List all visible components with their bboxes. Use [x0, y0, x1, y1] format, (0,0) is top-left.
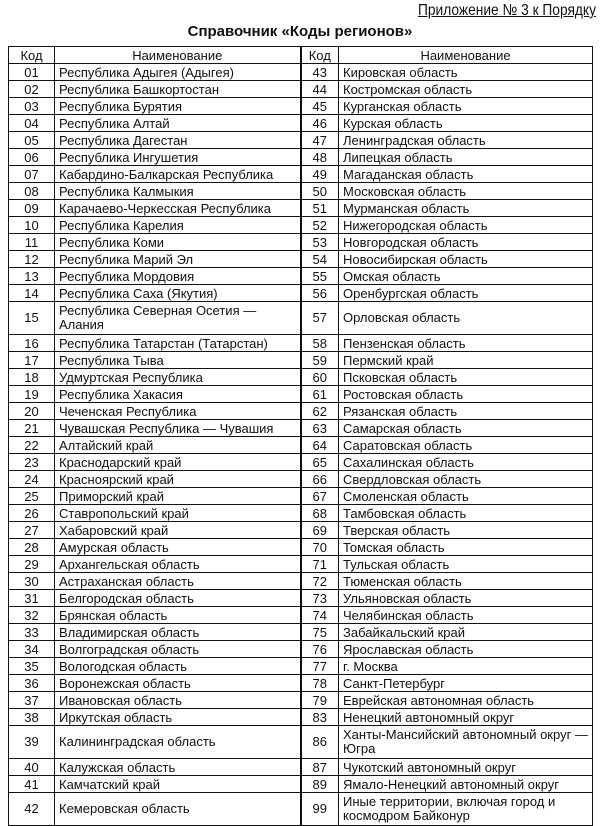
region-code-cell: 12: [9, 251, 55, 268]
region-code-cell: 33: [9, 624, 55, 641]
region-code-cell: 73: [301, 590, 339, 607]
table-row: [9, 692, 593, 709]
region-code-cell: 54: [301, 251, 339, 268]
region-code-cell: 77: [301, 658, 339, 675]
table-row: [9, 539, 593, 556]
region-code-cell: 70: [301, 539, 339, 556]
region-name-cell: Республика Татарстан (Татарстан): [55, 335, 301, 352]
region-code-cell: 76: [301, 641, 339, 658]
region-name-cell: Костромская область: [339, 81, 593, 98]
region-code-cell: 47: [301, 132, 339, 149]
region-name-cell: Калужская область: [55, 759, 301, 776]
table-row: [9, 149, 593, 166]
region-code-cell: 49: [301, 166, 339, 183]
region-name-cell: Белгородская область: [55, 590, 301, 607]
region-name-cell: Амурская область: [55, 539, 301, 556]
region-name-cell: Республика Тыва: [55, 352, 301, 369]
region-code-cell: 41: [9, 776, 55, 793]
region-name-cell: Приморский край: [55, 488, 301, 505]
region-code-cell: 83: [301, 709, 339, 726]
region-name-cell: Омская область: [339, 268, 593, 285]
region-name-cell: Ленинградская область: [339, 132, 593, 149]
table-row: [9, 251, 593, 268]
table-row: [9, 573, 593, 590]
table-row: [9, 352, 593, 369]
region-name-cell: Астраханская область: [55, 573, 301, 590]
region-name-cell: Ямало-Ненецкий автономный округ: [339, 776, 593, 793]
table-row: [9, 590, 593, 607]
table-body: [9, 64, 593, 826]
region-code-cell: 19: [9, 386, 55, 403]
region-code-cell: 78: [301, 675, 339, 692]
table-row: [9, 556, 593, 573]
region-code-cell: 64: [301, 437, 339, 454]
region-name-cell: Республика Мордовия: [55, 268, 301, 285]
region-code-cell: 01: [9, 64, 55, 81]
region-name-cell: Тамбовская область: [339, 505, 593, 522]
region-name-cell: Липецкая область: [339, 149, 593, 166]
table-row: [9, 709, 593, 726]
table-row: [9, 64, 593, 81]
region-name-cell: Томская область: [339, 539, 593, 556]
region-name-cell: Кабардино-Балкарская Республика: [55, 166, 301, 183]
region-code-cell: 58: [301, 335, 339, 352]
region-code-cell: 63: [301, 420, 339, 437]
region-name-cell: Республика Саха (Якутия): [55, 285, 301, 302]
column-header-code-right: Код: [301, 47, 339, 64]
region-name-cell: Ростовская область: [339, 386, 593, 403]
region-code-cell: 14: [9, 285, 55, 302]
region-name-cell: Еврейская автономная область: [339, 692, 593, 709]
region-name-cell: Ульяновская область: [339, 590, 593, 607]
region-code-cell: 68: [301, 505, 339, 522]
region-name-cell: Оренбургская область: [339, 285, 593, 302]
region-name-cell: Тюменская область: [339, 573, 593, 590]
region-name-cell: Самарская область: [339, 420, 593, 437]
region-code-cell: 16: [9, 335, 55, 352]
region-name-cell: Сахалинская область: [339, 454, 593, 471]
region-name-cell: Краснодарский край: [55, 454, 301, 471]
region-name-cell: Кемеровская область: [55, 793, 301, 826]
region-codes-table: [8, 46, 593, 826]
region-code-cell: 59: [301, 352, 339, 369]
region-name-cell: Саратовская область: [339, 437, 593, 454]
region-name-cell: Челябинская область: [339, 607, 593, 624]
region-code-cell: 46: [301, 115, 339, 132]
table-row: [9, 505, 593, 522]
region-name-cell: Республика Калмыкия: [55, 183, 301, 200]
region-name-cell: Свердловская область: [339, 471, 593, 488]
table-row: [9, 726, 593, 759]
region-code-cell: 69: [301, 522, 339, 539]
region-code-cell: 13: [9, 268, 55, 285]
table-row: [9, 522, 593, 539]
region-code-cell: 56: [301, 285, 339, 302]
column-header-name-right: Наименование: [339, 47, 593, 64]
table-row: [9, 675, 593, 692]
table-row: [9, 115, 593, 132]
region-name-cell: Псковская область: [339, 369, 593, 386]
region-code-cell: 39: [9, 726, 55, 759]
region-code-cell: 25: [9, 488, 55, 505]
region-name-cell: Мурманская область: [339, 200, 593, 217]
region-name-cell: Ивановская область: [55, 692, 301, 709]
region-code-cell: 61: [301, 386, 339, 403]
region-code-cell: 22: [9, 437, 55, 454]
table-row: [9, 471, 593, 488]
table-row: [9, 369, 593, 386]
table-row: [9, 166, 593, 183]
region-code-cell: 86: [301, 726, 339, 759]
region-name-cell: Забайкальский край: [339, 624, 593, 641]
region-name-cell: Чеченская Республика: [55, 403, 301, 420]
region-code-cell: 44: [301, 81, 339, 98]
region-name-cell: Республика Алтай: [55, 115, 301, 132]
region-code-cell: 99: [301, 793, 339, 826]
table-header-row: [9, 47, 593, 64]
region-name-cell: Камчатский край: [55, 776, 301, 793]
table-row: [9, 234, 593, 251]
region-code-cell: 74: [301, 607, 339, 624]
region-code-cell: 02: [9, 81, 55, 98]
region-name-cell: г. Москва: [339, 658, 593, 675]
region-code-cell: 35: [9, 658, 55, 675]
region-code-cell: 18: [9, 369, 55, 386]
region-code-cell: 20: [9, 403, 55, 420]
table-row: [9, 132, 593, 149]
column-header-code-left: Код: [9, 47, 55, 64]
page-title: Справочник «Коды регионов»: [187, 23, 413, 40]
region-name-cell: Рязанская область: [339, 403, 593, 420]
table-row: [9, 81, 593, 98]
region-name-cell: Пермский край: [339, 352, 593, 369]
region-name-cell: Ярославская область: [339, 641, 593, 658]
region-code-cell: 24: [9, 471, 55, 488]
region-code-cell: 72: [301, 573, 339, 590]
region-name-cell: Чукотский автономный округ: [339, 759, 593, 776]
table-row: [9, 183, 593, 200]
region-name-cell: Нижегородская область: [339, 217, 593, 234]
table-row: [9, 437, 593, 454]
region-code-cell: 43: [301, 64, 339, 81]
region-name-cell: Хабаровский край: [55, 522, 301, 539]
region-code-cell: 60: [301, 369, 339, 386]
region-code-cell: 51: [301, 200, 339, 217]
region-name-cell: Республика Бурятия: [55, 98, 301, 115]
region-name-cell: Республика Северная Осетия — Алания: [55, 302, 301, 335]
region-code-cell: 87: [301, 759, 339, 776]
table-row: [9, 335, 593, 352]
region-code-cell: 06: [9, 149, 55, 166]
table-row: [9, 403, 593, 420]
appendix-reference: Приложение № 3 к Порядку: [417, 2, 596, 19]
region-code-cell: 40: [9, 759, 55, 776]
region-name-cell: Владимирская область: [55, 624, 301, 641]
region-name-cell: Республика Марий Эл: [55, 251, 301, 268]
region-name-cell: Орловская область: [339, 302, 593, 335]
region-code-cell: 23: [9, 454, 55, 471]
region-name-cell: Архангельская область: [55, 556, 301, 573]
region-name-cell: Тверская область: [339, 522, 593, 539]
region-name-cell: Чувашская Республика — Чувашия: [55, 420, 301, 437]
table-row: [9, 420, 593, 437]
region-code-cell: 21: [9, 420, 55, 437]
table-row: [9, 488, 593, 505]
region-code-cell: 37: [9, 692, 55, 709]
region-name-cell: Алтайский край: [55, 437, 301, 454]
region-code-cell: 26: [9, 505, 55, 522]
region-code-cell: 53: [301, 234, 339, 251]
region-code-cell: 57: [301, 302, 339, 335]
table-row: [9, 454, 593, 471]
region-name-cell: Новосибирская область: [339, 251, 593, 268]
region-code-cell: 17: [9, 352, 55, 369]
region-code-cell: 62: [301, 403, 339, 420]
region-name-cell: Калининградская область: [55, 726, 301, 759]
region-name-cell: Курганская область: [339, 98, 593, 115]
region-name-cell: Республика Дагестан: [55, 132, 301, 149]
region-name-cell: Волгоградская область: [55, 641, 301, 658]
region-name-cell: Республика Ингушетия: [55, 149, 301, 166]
region-code-cell: 71: [301, 556, 339, 573]
region-code-cell: 04: [9, 115, 55, 132]
region-name-cell: Санкт-Петербург: [339, 675, 593, 692]
region-code-cell: 05: [9, 132, 55, 149]
region-code-cell: 52: [301, 217, 339, 234]
region-code-cell: 65: [301, 454, 339, 471]
region-name-cell: Иные территории, включая город и космодром Байконур: [339, 793, 593, 826]
region-code-cell: 08: [9, 183, 55, 200]
region-name-cell: Новгородская область: [339, 234, 593, 251]
region-code-cell: 42: [9, 793, 55, 826]
region-name-cell: Курская область: [339, 115, 593, 132]
region-code-cell: 89: [301, 776, 339, 793]
region-name-cell: Республика Коми: [55, 234, 301, 251]
table-row: [9, 624, 593, 641]
region-name-cell: Кировская область: [339, 64, 593, 81]
region-name-cell: Тульская область: [339, 556, 593, 573]
region-name-cell: Вологодская область: [55, 658, 301, 675]
table-row: [9, 285, 593, 302]
region-name-cell: Республика Хакасия: [55, 386, 301, 403]
region-code-cell: 67: [301, 488, 339, 505]
region-code-cell: 79: [301, 692, 339, 709]
region-code-cell: 10: [9, 217, 55, 234]
region-code-cell: 29: [9, 556, 55, 573]
region-name-cell: Красноярский край: [55, 471, 301, 488]
region-code-cell: 45: [301, 98, 339, 115]
region-name-cell: Ханты-Мансийский автономный округ — Югра: [339, 726, 593, 759]
table-row: [9, 217, 593, 234]
table-row: [9, 607, 593, 624]
region-code-cell: 27: [9, 522, 55, 539]
table-row: [9, 98, 593, 115]
region-name-cell: Карачаево-Черкесская Республика: [55, 200, 301, 217]
region-name-cell: Московская область: [339, 183, 593, 200]
region-code-cell: 50: [301, 183, 339, 200]
table-row: [9, 302, 593, 335]
region-code-cell: 55: [301, 268, 339, 285]
region-code-cell: 30: [9, 573, 55, 590]
region-name-cell: Воронежская область: [55, 675, 301, 692]
region-code-cell: 09: [9, 200, 55, 217]
region-name-cell: Магаданская область: [339, 166, 593, 183]
region-name-cell: Ставропольский край: [55, 505, 301, 522]
region-name-cell: Брянская область: [55, 607, 301, 624]
region-code-cell: 11: [9, 234, 55, 251]
region-code-cell: 66: [301, 471, 339, 488]
region-code-cell: 75: [301, 624, 339, 641]
region-code-cell: 48: [301, 149, 339, 166]
region-code-cell: 03: [9, 98, 55, 115]
region-name-cell: Республика Адыгея (Адыгея): [55, 64, 301, 81]
region-code-cell: 36: [9, 675, 55, 692]
table-row: [9, 641, 593, 658]
region-code-cell: 07: [9, 166, 55, 183]
region-code-cell: 28: [9, 539, 55, 556]
region-name-cell: Иркутская область: [55, 709, 301, 726]
region-name-cell: Пензенская область: [339, 335, 593, 352]
region-code-cell: 38: [9, 709, 55, 726]
region-code-cell: 31: [9, 590, 55, 607]
table-row: [9, 658, 593, 675]
region-name-cell: Ненецкий автономный округ: [339, 709, 593, 726]
region-name-cell: Республика Башкортостан: [55, 81, 301, 98]
region-code-cell: 15: [9, 302, 55, 335]
table-row: [9, 776, 593, 793]
region-code-cell: 32: [9, 607, 55, 624]
region-name-cell: Смоленская область: [339, 488, 593, 505]
column-header-name-left: Наименование: [55, 47, 301, 64]
region-code-cell: 34: [9, 641, 55, 658]
table-row: [9, 386, 593, 403]
table-row: [9, 268, 593, 285]
region-name-cell: Республика Карелия: [55, 217, 301, 234]
table-row: [9, 200, 593, 217]
region-name-cell: Удмуртская Республика: [55, 369, 301, 386]
table-row: [9, 759, 593, 776]
